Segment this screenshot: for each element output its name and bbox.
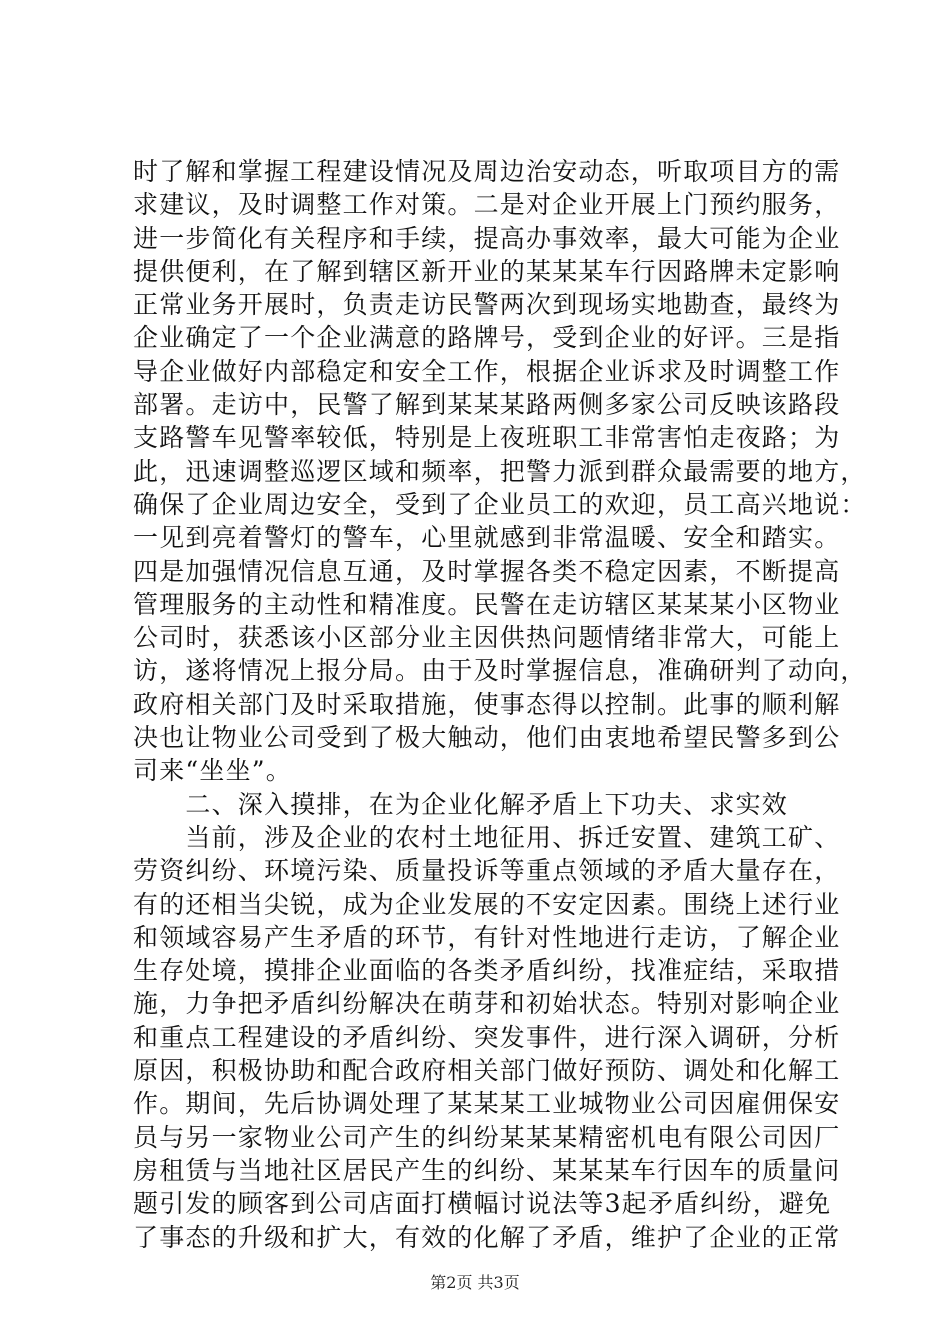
text-line: 房租赁与当地社区居民产生的纠纷、某某某车行因车的质量问 bbox=[133, 1155, 841, 1185]
text-line: 有的还相当尖锐，成为企业发展的不安定因素。围绕上述行业 bbox=[133, 889, 841, 919]
section-heading: 二、深入摸排，在为企业化解矛盾上下功夫、求实效 bbox=[133, 789, 789, 819]
text-line: 时了解和掌握工程建设情况及周边治安动态，听取项目方的需 bbox=[133, 157, 841, 186]
text-line: 此，迅速调整巡逻区域和频率，把警力派到群众最需要的地方， bbox=[133, 456, 867, 486]
text-line: 生存处境，摸排企业面临的各类矛盾纠纷，找准症结，采取措 bbox=[133, 956, 841, 986]
text-line: 作。期间，先后协调处理了某某某工业城物业公司因雇佣保安 bbox=[133, 1089, 841, 1119]
text-line: 政府相关部门及时采取措施，使事态得以控制。此事的顺利解 bbox=[133, 689, 841, 719]
text-line: 四是加强情况信息互通，及时掌握各类不稳定因素，不断提高 bbox=[133, 556, 841, 586]
text-line: 部署。走访中，民警了解到某某某路两侧多家公司反映该路段 bbox=[133, 390, 841, 420]
text-line: 当前，涉及企业的农村土地征用、拆迁安置、建筑工矿、 bbox=[133, 822, 841, 852]
text-line: 确保了企业周边安全，受到了企业员工的欢迎，员工高兴地说： bbox=[133, 489, 867, 519]
text-line: 决也让物业公司受到了极大触动，他们由衷地希望民警多到公 bbox=[133, 723, 841, 753]
text-line: 支路警车见警率较低，特别是上夜班职工非常害怕走夜路；为 bbox=[133, 423, 841, 453]
text-line: 一见到亮着警灯的警车，心里就感到非常温暖、安全和踏实。 bbox=[133, 523, 841, 553]
text-line: 和重点工程建设的矛盾纠纷、突发事件，进行深入调研，分析 bbox=[133, 1022, 841, 1052]
text-line: 了事态的升级和扩大，有效的化解了矛盾，维护了企业的正常 bbox=[133, 1222, 841, 1252]
text-line: 提供便利，在了解到辖区新开业的某某某车行因路牌未定影响 bbox=[133, 256, 841, 286]
text-line: 进一步简化有关程序和手续，提高办事效率，最大可能为企业 bbox=[133, 223, 841, 253]
text-line: 企业确定了一个企业满意的路牌号，受到企业的好评。三是指 bbox=[133, 323, 841, 353]
text-line: 原因，积极协助和配合政府相关部门做好预防、调处和化解工 bbox=[133, 1056, 841, 1086]
text-line: 司来“坐坐”。 bbox=[133, 756, 292, 786]
text-line: 题引发的顾客到公司店面打横幅讨说法等3起矛盾纠纷，避免 bbox=[133, 1189, 832, 1219]
text-line: 劳资纠纷、环境污染、质量投诉等重点领域的矛盾大量存在， bbox=[133, 856, 841, 886]
text-line: 导企业做好内部稳定和安全工作，根据企业诉求及时调整工作 bbox=[133, 356, 841, 386]
text-line: 施，力争把矛盾纠纷解决在萌芽和初始状态。特别对影响企业 bbox=[133, 989, 841, 1019]
page-number-footer: 第2页 共3页 bbox=[430, 1273, 520, 1292]
text-line: 正常业务开展时，负责走访民警两次到现场实地勘查，最终为 bbox=[133, 290, 841, 320]
text-line: 访，遂将情况上报分局。由于及时掌握信息，准确研判了动向， bbox=[133, 656, 867, 686]
text-line: 求建议，及时调整工作对策。二是对企业开展上门预约服务， bbox=[133, 190, 841, 220]
text-line: 和领域容易产生矛盾的环节，有针对性地进行走访，了解企业 bbox=[133, 922, 841, 952]
text-line: 员与另一家物业公司产生的纠纷某某某精密机电有限公司因厂 bbox=[133, 1122, 841, 1152]
text-line: 公司时，获悉该小区部分业主因供热问题情绪非常大，可能上 bbox=[133, 623, 841, 653]
text-line: 管理服务的主动性和精准度。民警在走访辖区某某某小区物业 bbox=[133, 589, 841, 619]
document-body bbox=[133, 155, 867, 1254]
